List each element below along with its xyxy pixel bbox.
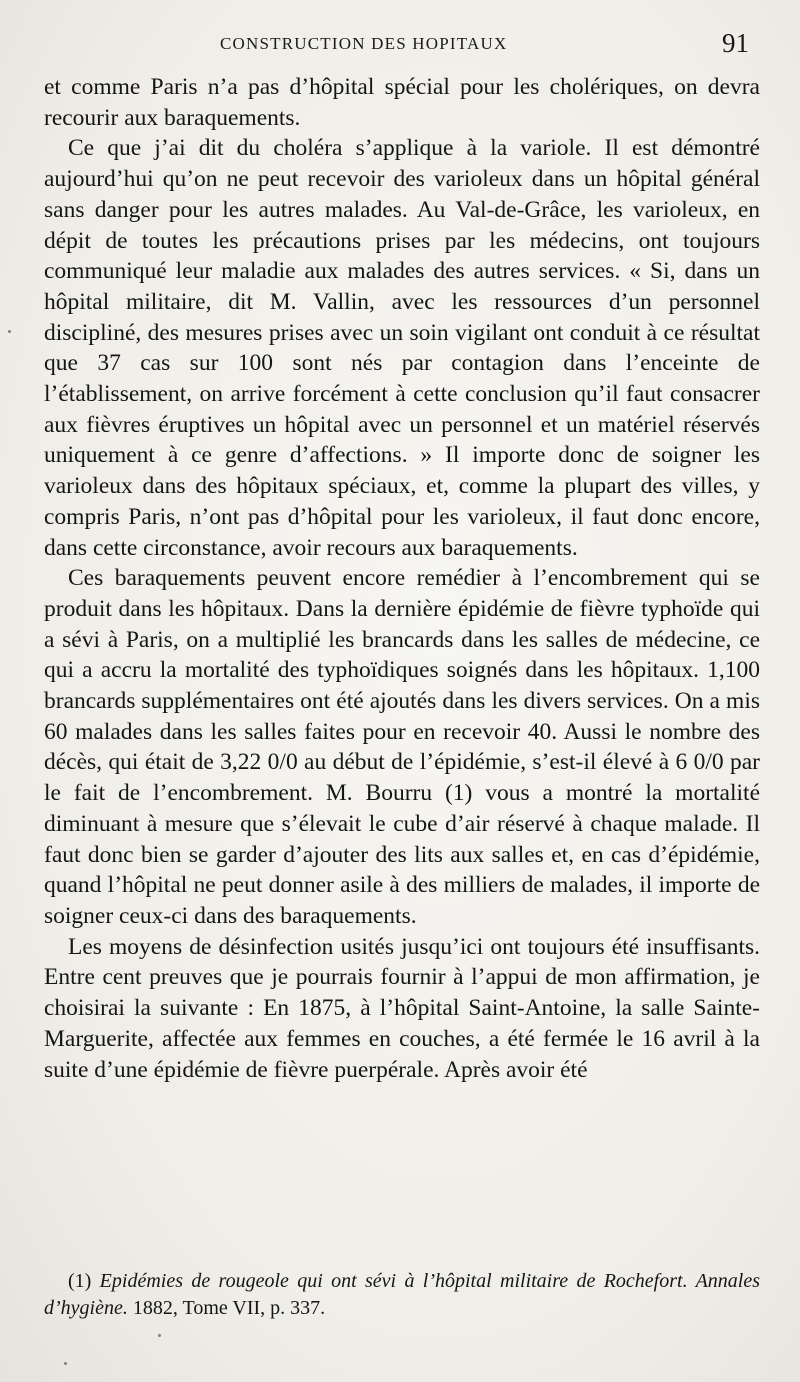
paragraph-variole: Ce que j’ai dit du choléra s’applique à la variole. Il est démontré aujourd’hui qu’on ne peut recevoir des varioleux dans un hôpital général sans danger pour les autres malades. Au Val-de-Grâce, les varioleux, en dépit de toutes les précautions prises par les médecins, ont toujours communiqué leur maladie aux malades des autres services. « Si, dans un hôpital militaire, dit M. Vallin, avec les ressources d’un personnel discipliné, des mesures prises avec un soin vigilant ont conduit à ce résultat que 37 cas sur 100 sont nés par contagion dans l’enceinte de l’établissement, on arrive forcément à cette conclusion qu’il faut consacrer aux fièvres éruptives un hôpital avec un personnel et un matériel réservés uniquement à ce genre d’affections. » Il importe donc de soigner les varioleux dans des hôpitaux spéciaux, et, comme la plupart des villes, y compris Paris, n’ont pas d’hôpital pour les varioleux, il faut donc encore, dans cette circonstance, avoir recours aux baraquements. (44, 135, 760, 561)
footnote-rule (44, 1260, 164, 1261)
page-number: 91 (722, 28, 749, 58)
paragraph-continuation: et comme Paris n’a pas d’hôpital spécial pour les cholériques, on devra recourir aux baraquements. (44, 74, 760, 131)
running-title: CONSTRUCTION DES HOPITAUX (220, 34, 508, 53)
footnote-marker: (1) (68, 1270, 100, 1292)
footnote (44, 1268, 760, 1322)
paper-speck (8, 330, 11, 333)
footnote-title: Epidémies de rougeole qui ont sévi à l’hôpital militaire de Rochefort. (99, 1270, 688, 1292)
paragraph-desinfection: Les moyens de désinfection usités jusqu’ici ont toujours été insuffisants. Entre cent preuves que je pourrais fournir à l’appui de mon affirmation, je choisirai la suivante : En 1875, à l’hôpital Saint-Antoine, la salle Sainte-Marguerite, affectée aux femmes en couches, a été fermée le 16 avril à la suite d’une épidémie de fièvre puerpérale. Après avoir été (44, 933, 760, 1083)
footnote-reference: 1882, Tome VII, p. 337. (127, 1297, 326, 1319)
running-head (0, 28, 800, 64)
body-text (44, 72, 760, 1085)
footnote-source: Annales d’hygiène. (44, 1270, 761, 1319)
paragraph-encombrement: Ces baraquements peuvent encore remédier à l’encombrement qui se produit dans les hôpitaux. Dans la dernière épidémie de fièvre typhoïde qui a sévi à Paris, on a multiplié les brancards dans les salles de médecine, ce qui a accru la mortalité des typhoïdiques soignés dans les hôpitaux. 1,100 brancards supplémentaires ont été ajoutés dans les divers services. On a mis 60 malades dans les salles faites pour en recevoir 40. Aussi le nombre des décès, qui était de 3,22 0/0 au début de l’épidémie, s’est-il élevé à 6 0/0 par le fait de l’encombrement. M. Bourru (1) vous a montré la mortalité diminuant à mesure que s’élevait le cube d’air réservé à chaque malade. Il faut donc bien se garder d’ajouter des lits aux salles et, en cas d’épidémie, quand l’hôpital ne peut donner asile à des milliers de malades, il importe de soigner ceux-ci dans des baraquements. (44, 565, 760, 929)
paper-speck (158, 1334, 161, 1337)
paper-speck (64, 1362, 67, 1365)
